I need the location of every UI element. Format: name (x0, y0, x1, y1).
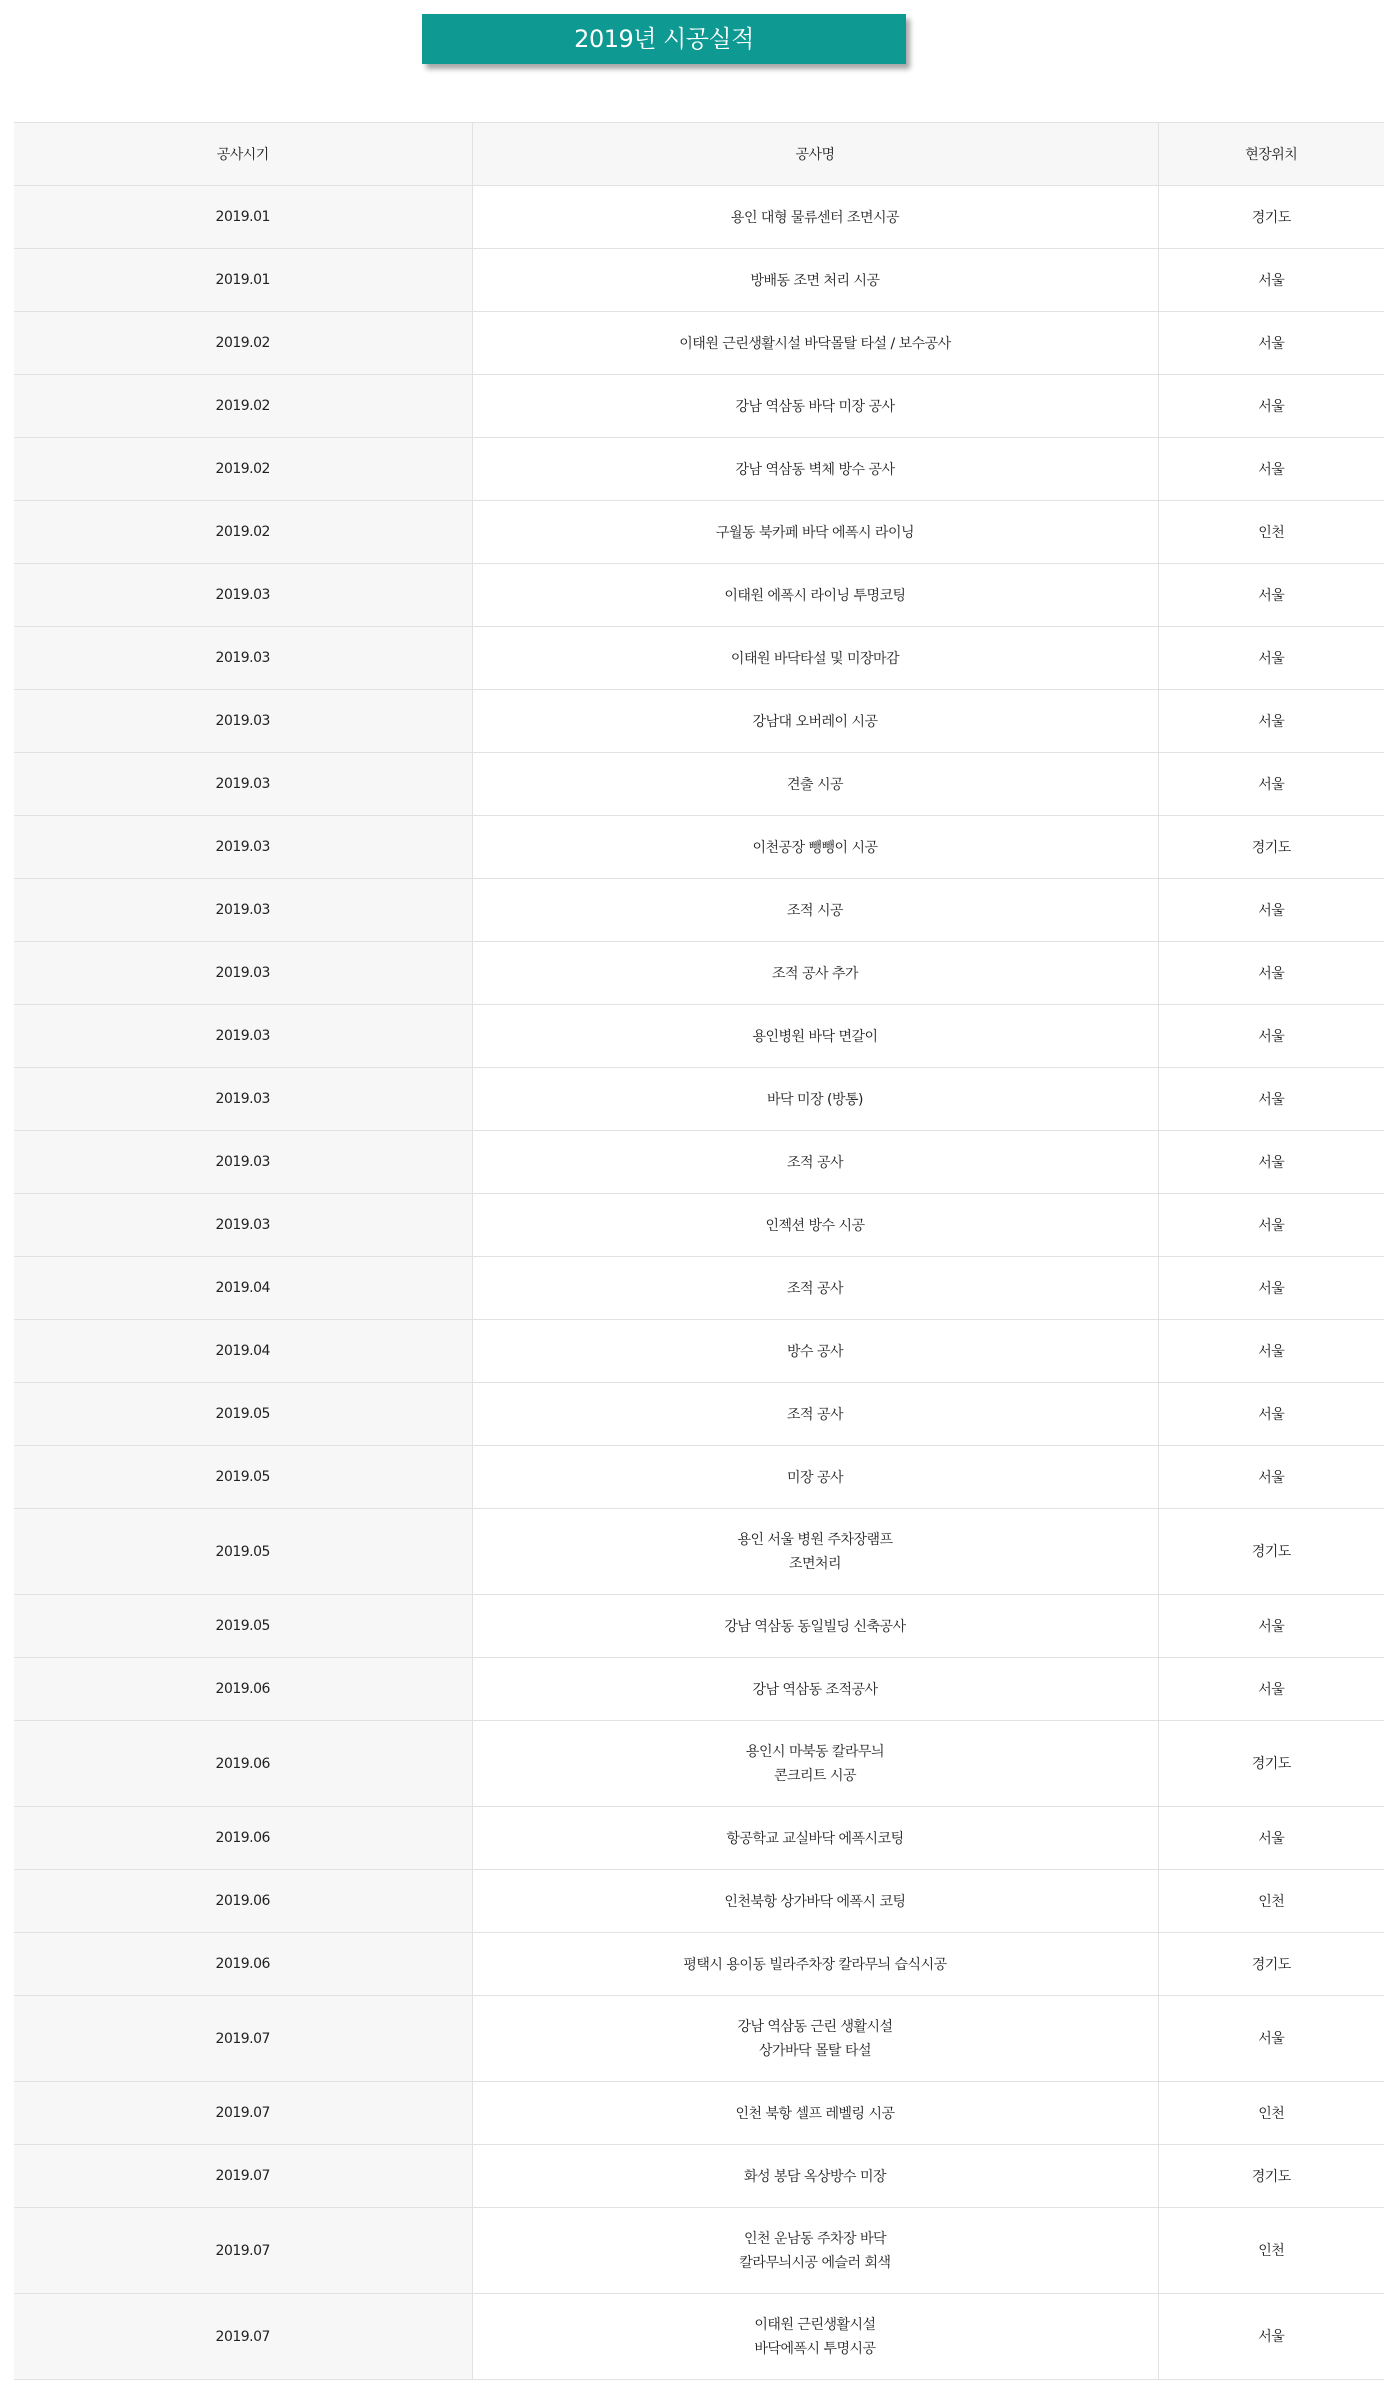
project-name-line: 조적 공사 추가 (771, 966, 859, 982)
table-row (14, 879, 1384, 942)
table-row (14, 1320, 1384, 1383)
cell-project-name (472, 2082, 1158, 2145)
project-name-line: 강남 역삼동 조적공사 (752, 1682, 878, 1698)
project-name-line: 강남 역삼동 동일빌딩 신축공사 (724, 1619, 906, 1635)
project-name-line: 화성 봉담 옥상방수 미장 (743, 2169, 887, 2185)
cell-project-name (472, 1933, 1158, 1996)
table-row (14, 2208, 1384, 2294)
cell-location: 서울 (1158, 942, 1384, 1005)
cell-location: 경기도 (1158, 816, 1384, 879)
cell-location: 경기도 (1158, 1933, 1384, 1996)
cell-project-name (472, 1257, 1158, 1320)
cell-project-name (472, 690, 1158, 753)
project-name-line: 강남 역삼동 바닥 미장 공사 (735, 399, 895, 415)
cell-location: 경기도 (1158, 2145, 1384, 2208)
cell-project-name (472, 942, 1158, 1005)
project-name-line: 용인시 마북동 칼라무늬 (745, 1743, 885, 1760)
project-name-line: 조적 공사 (786, 1407, 844, 1423)
cell-period: 2019.05 (14, 1383, 472, 1446)
project-name-line: 인천 북항 셀프 레벨링 시공 (735, 2106, 895, 2122)
cell-project-name (472, 1194, 1158, 1257)
table-row (14, 1257, 1384, 1320)
table-row (14, 1005, 1384, 1068)
project-name-line: 이태원 근린생활시설 바닥몰탈 타설 / 보수공사 (679, 336, 951, 352)
project-name-line: 이태원 에폭시 라이닝 투명코팅 (724, 588, 906, 604)
cell-period: 2019.06 (14, 1933, 472, 1996)
project-name-line-2: 바닥에폭시 투명시공 (754, 2340, 876, 2357)
cell-period: 2019.04 (14, 1257, 472, 1320)
cell-period: 2019.03 (14, 816, 472, 879)
page-title: 2019년 시공실적 (422, 14, 906, 64)
project-name-line: 강남대 오버레이 시공 (752, 714, 878, 730)
cell-period: 2019.03 (14, 690, 472, 753)
cell-project-name (472, 1320, 1158, 1383)
project-name-line: 인젝션 방수 시공 (765, 1218, 865, 1234)
project-name-line: 조적 공사 (786, 1155, 844, 1171)
cell-location: 서울 (1158, 564, 1384, 627)
cell-period: 2019.03 (14, 879, 472, 942)
header-location: 현장위치 (1158, 123, 1384, 186)
table-row (14, 1807, 1384, 1870)
cell-project-name (472, 879, 1158, 942)
cell-period: 2019.03 (14, 564, 472, 627)
cell-location: 서울 (1158, 1005, 1384, 1068)
cell-location: 서울 (1158, 753, 1384, 816)
table-row (14, 1068, 1384, 1131)
cell-project-name (472, 186, 1158, 249)
cell-project-name (472, 438, 1158, 501)
project-name-line: 강남 역삼동 벽체 방수 공사 (735, 462, 895, 478)
cell-project-name (472, 1446, 1158, 1509)
cell-location: 인천 (1158, 501, 1384, 564)
project-name-line: 용인 대형 물류센터 조면시공 (730, 210, 900, 226)
cell-period: 2019.03 (14, 1005, 472, 1068)
table-row (14, 1131, 1384, 1194)
header-period: 공사시기 (14, 123, 472, 186)
cell-location: 서울 (1158, 1446, 1384, 1509)
cell-project-name (472, 501, 1158, 564)
table-row (14, 2294, 1384, 2380)
project-name-line: 견출 시공 (786, 777, 844, 793)
table-row (14, 1194, 1384, 1257)
cell-location: 서울 (1158, 1257, 1384, 1320)
construction-record-table-container (14, 122, 1384, 2380)
cell-project-name (472, 312, 1158, 375)
cell-period: 2019.01 (14, 249, 472, 312)
table-row (14, 1996, 1384, 2082)
cell-location: 서울 (1158, 312, 1384, 375)
cell-period: 2019.07 (14, 2208, 472, 2294)
cell-period: 2019.03 (14, 1131, 472, 1194)
table-row (14, 249, 1384, 312)
cell-project-name (472, 1068, 1158, 1131)
cell-period: 2019.03 (14, 1068, 472, 1131)
cell-location: 서울 (1158, 1194, 1384, 1257)
cell-location: 인천 (1158, 2082, 1384, 2145)
cell-project-name (472, 1005, 1158, 1068)
table-header-row (14, 123, 1384, 186)
cell-project-name (472, 1658, 1158, 1721)
cell-project-name (472, 1870, 1158, 1933)
project-name-line: 평택시 용이동 빌라주차장 칼라무늬 습식시공 (683, 1957, 947, 1973)
cell-location: 서울 (1158, 1383, 1384, 1446)
table-row (14, 186, 1384, 249)
project-name-line: 조적 시공 (786, 903, 844, 919)
table-row (14, 501, 1384, 564)
project-name-line: 용인 서울 병원 주차장램프 (737, 1531, 893, 1548)
cell-location: 서울 (1158, 1996, 1384, 2082)
table-body (14, 186, 1384, 2380)
cell-project-name (472, 1131, 1158, 1194)
table-row (14, 312, 1384, 375)
cell-period: 2019.07 (14, 2145, 472, 2208)
construction-record-table (14, 122, 1384, 2380)
cell-location: 서울 (1158, 249, 1384, 312)
cell-location: 서울 (1158, 879, 1384, 942)
cell-period: 2019.01 (14, 186, 472, 249)
cell-period: 2019.02 (14, 501, 472, 564)
table-row (14, 690, 1384, 753)
table-row (14, 816, 1384, 879)
cell-period: 2019.06 (14, 1658, 472, 1721)
cell-location: 인천 (1158, 1870, 1384, 1933)
cell-project-name (472, 1383, 1158, 1446)
cell-location: 서울 (1158, 1658, 1384, 1721)
cell-period: 2019.06 (14, 1870, 472, 1933)
cell-location: 경기도 (1158, 186, 1384, 249)
cell-period: 2019.03 (14, 1194, 472, 1257)
table-row (14, 1446, 1384, 1509)
cell-period: 2019.02 (14, 438, 472, 501)
cell-period: 2019.02 (14, 375, 472, 438)
cell-location: 서울 (1158, 690, 1384, 753)
project-name-line: 조적 공사 (786, 1281, 844, 1297)
cell-location: 서울 (1158, 438, 1384, 501)
cell-location: 서울 (1158, 1131, 1384, 1194)
project-name-line: 미장 공사 (786, 1470, 844, 1486)
project-name-line: 구월동 북카페 바닥 에폭시 라이닝 (715, 525, 915, 541)
cell-project-name (472, 1721, 1158, 1807)
table-row (14, 627, 1384, 690)
table-row (14, 2082, 1384, 2145)
project-name-line: 방수 공사 (786, 1344, 844, 1360)
cell-project-name (472, 1807, 1158, 1870)
cell-project-name (472, 753, 1158, 816)
project-name-line: 이천공장 뺑뺑이 시공 (752, 840, 878, 856)
table-row (14, 2145, 1384, 2208)
cell-period: 2019.07 (14, 2082, 472, 2145)
project-name-line-2: 콘크리트 시공 (773, 1767, 857, 1784)
cell-location: 서울 (1158, 1807, 1384, 1870)
cell-location: 서울 (1158, 2294, 1384, 2380)
cell-project-name (472, 375, 1158, 438)
cell-location: 인천 (1158, 2208, 1384, 2294)
project-name-line: 바닥 미장 (방통) (767, 1092, 863, 1108)
project-name-line: 이태원 바닥타설 및 미장마감 (730, 651, 900, 667)
cell-project-name (472, 2294, 1158, 2380)
cell-project-name (472, 1509, 1158, 1595)
cell-project-name (472, 1996, 1158, 2082)
table-row (14, 942, 1384, 1005)
cell-period: 2019.04 (14, 1320, 472, 1383)
cell-period: 2019.02 (14, 312, 472, 375)
cell-period: 2019.05 (14, 1446, 472, 1509)
cell-project-name (472, 1595, 1158, 1658)
cell-period: 2019.03 (14, 627, 472, 690)
project-name-line-2: 상가바닥 몰탈 타설 (758, 2042, 872, 2059)
cell-project-name (472, 2145, 1158, 2208)
cell-project-name (472, 627, 1158, 690)
table-row (14, 1933, 1384, 1996)
project-name-line: 인천 운남동 주차장 바닥 (743, 2230, 887, 2247)
table-row (14, 1509, 1384, 1595)
cell-period: 2019.06 (14, 1807, 472, 1870)
cell-location: 서울 (1158, 1320, 1384, 1383)
cell-period: 2019.07 (14, 1996, 472, 2082)
cell-location: 서울 (1158, 375, 1384, 438)
cell-period: 2019.06 (14, 1721, 472, 1807)
cell-location: 서울 (1158, 1068, 1384, 1131)
header-project-name: 공사명 (472, 123, 1158, 186)
cell-period: 2019.05 (14, 1509, 472, 1595)
cell-period: 2019.05 (14, 1595, 472, 1658)
cell-location: 경기도 (1158, 1721, 1384, 1807)
project-name-line-2: 조면처리 (788, 1555, 842, 1572)
project-name-line-2: 칼라무늬시공 에슬러 회색 (739, 2254, 891, 2271)
project-name-line: 인천북항 상가바닥 에폭시 코팅 (724, 1894, 906, 1910)
cell-period: 2019.07 (14, 2294, 472, 2380)
cell-project-name (472, 816, 1158, 879)
project-name-line: 방배동 조면 처리 시공 (750, 273, 880, 289)
table-row (14, 1870, 1384, 1933)
cell-period: 2019.03 (14, 942, 472, 1005)
project-name-line: 용인병원 바닥 면갈이 (752, 1029, 878, 1045)
cell-project-name (472, 2208, 1158, 2294)
table-row (14, 564, 1384, 627)
table-row (14, 1721, 1384, 1807)
cell-project-name (472, 249, 1158, 312)
cell-location: 경기도 (1158, 1509, 1384, 1595)
cell-period: 2019.03 (14, 753, 472, 816)
table-row (14, 1383, 1384, 1446)
table-row (14, 1595, 1384, 1658)
table-row (14, 438, 1384, 501)
project-name-line: 항공학교 교실바닥 에폭시코팅 (726, 1831, 904, 1847)
table-row (14, 1658, 1384, 1721)
table-row (14, 375, 1384, 438)
project-name-line: 강남 역삼동 근린 생활시설 (737, 2018, 893, 2035)
cell-project-name (472, 564, 1158, 627)
table-row (14, 753, 1384, 816)
cell-location: 서울 (1158, 627, 1384, 690)
cell-location: 서울 (1158, 1595, 1384, 1658)
project-name-line: 이태원 근린생활시설 (754, 2316, 876, 2333)
